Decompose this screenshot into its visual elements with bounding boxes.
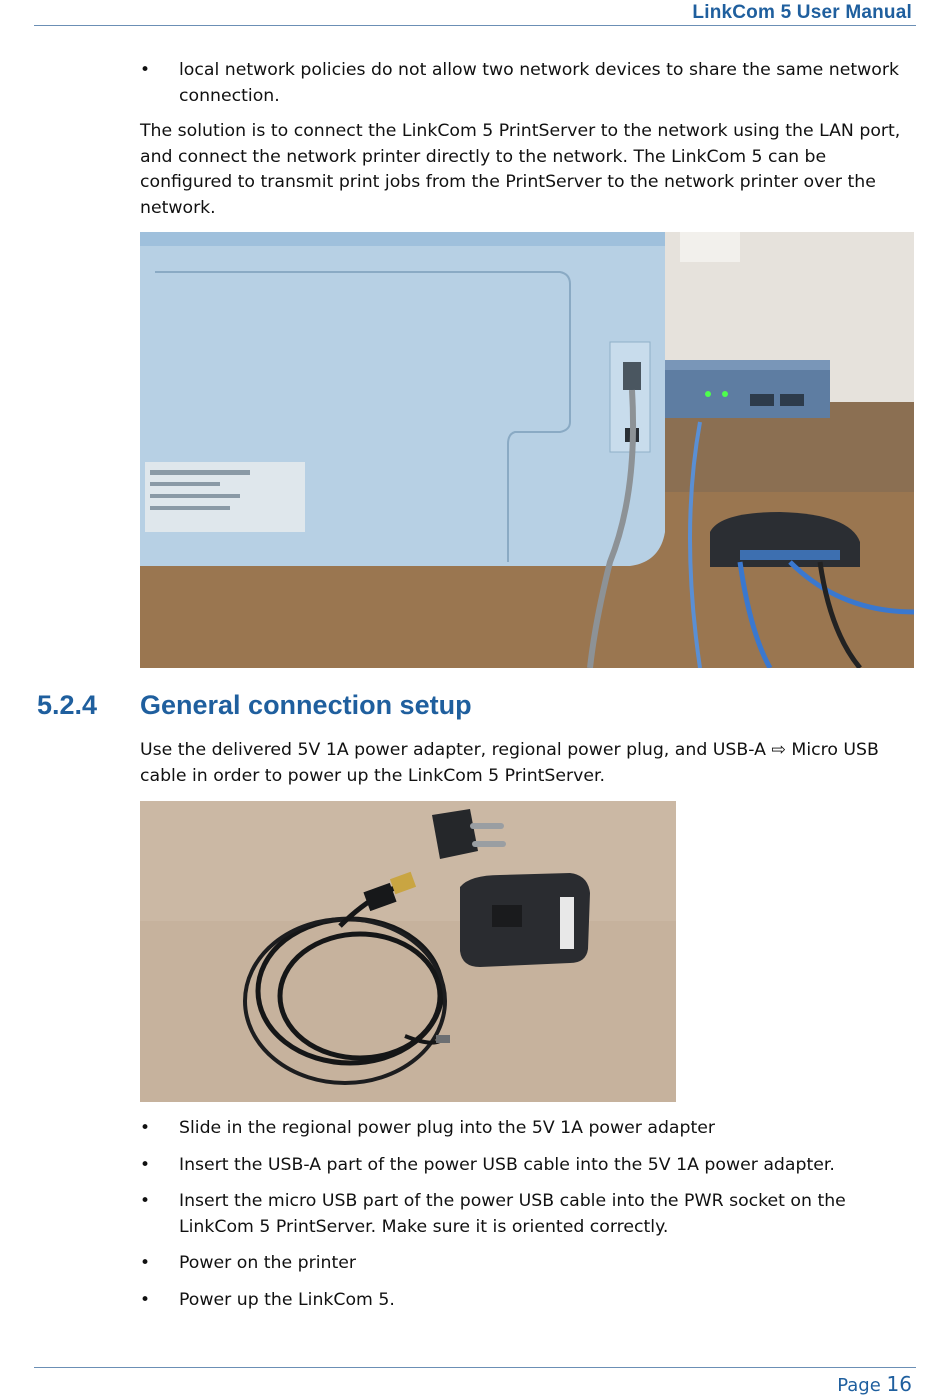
list-item: • Slide in the regional power plug into the 5V 1A power adapter xyxy=(140,1116,910,1142)
list-item: • Insert the micro USB part of the power USB cable into the PWR socket on the LinkCom 5 PrintServer. Make sure it is oriented correctly. xyxy=(140,1189,910,1240)
intro-paragraph: The solution is to connect the LinkCom 5 PrintServer to the network using the LAN port, and connect the network printer directly to the network. The LinkCom 5 can be configured to transmit print jobs from the PrintServer to the network printer over the network. xyxy=(140,121,901,218)
section-paragraph: Use the delivered 5V 1A power adapter, regional power plug, and USB-A ⇨ Micro USB cable in order to power up the LinkCom 5 PrintServer. xyxy=(140,740,879,786)
setup-steps-list xyxy=(140,1116,910,1324)
page-footer xyxy=(837,1372,912,1396)
list-item: • Insert the USB-A part of the power USB cable into the 5V 1A power adapter. xyxy=(140,1153,910,1179)
list-item: • local network policies do not allow two network devices to share the same network connection. xyxy=(140,58,910,109)
list-item: • Power up the LinkCom 5. xyxy=(140,1288,910,1314)
header-rule xyxy=(34,25,916,26)
section-number: 5.2.4 xyxy=(37,690,98,720)
printer-network-photo xyxy=(140,232,914,668)
section-title: General connection setup xyxy=(140,690,472,720)
footer-rule xyxy=(34,1367,916,1368)
intro-bullet-list xyxy=(140,58,910,120)
list-item: • Power on the printer xyxy=(140,1251,910,1277)
power-adapter-photo xyxy=(140,801,676,1102)
page-label: Page xyxy=(837,1375,881,1396)
page-number: 16 xyxy=(886,1372,912,1396)
page-header-title: LinkCom 5 User Manual xyxy=(692,2,912,23)
